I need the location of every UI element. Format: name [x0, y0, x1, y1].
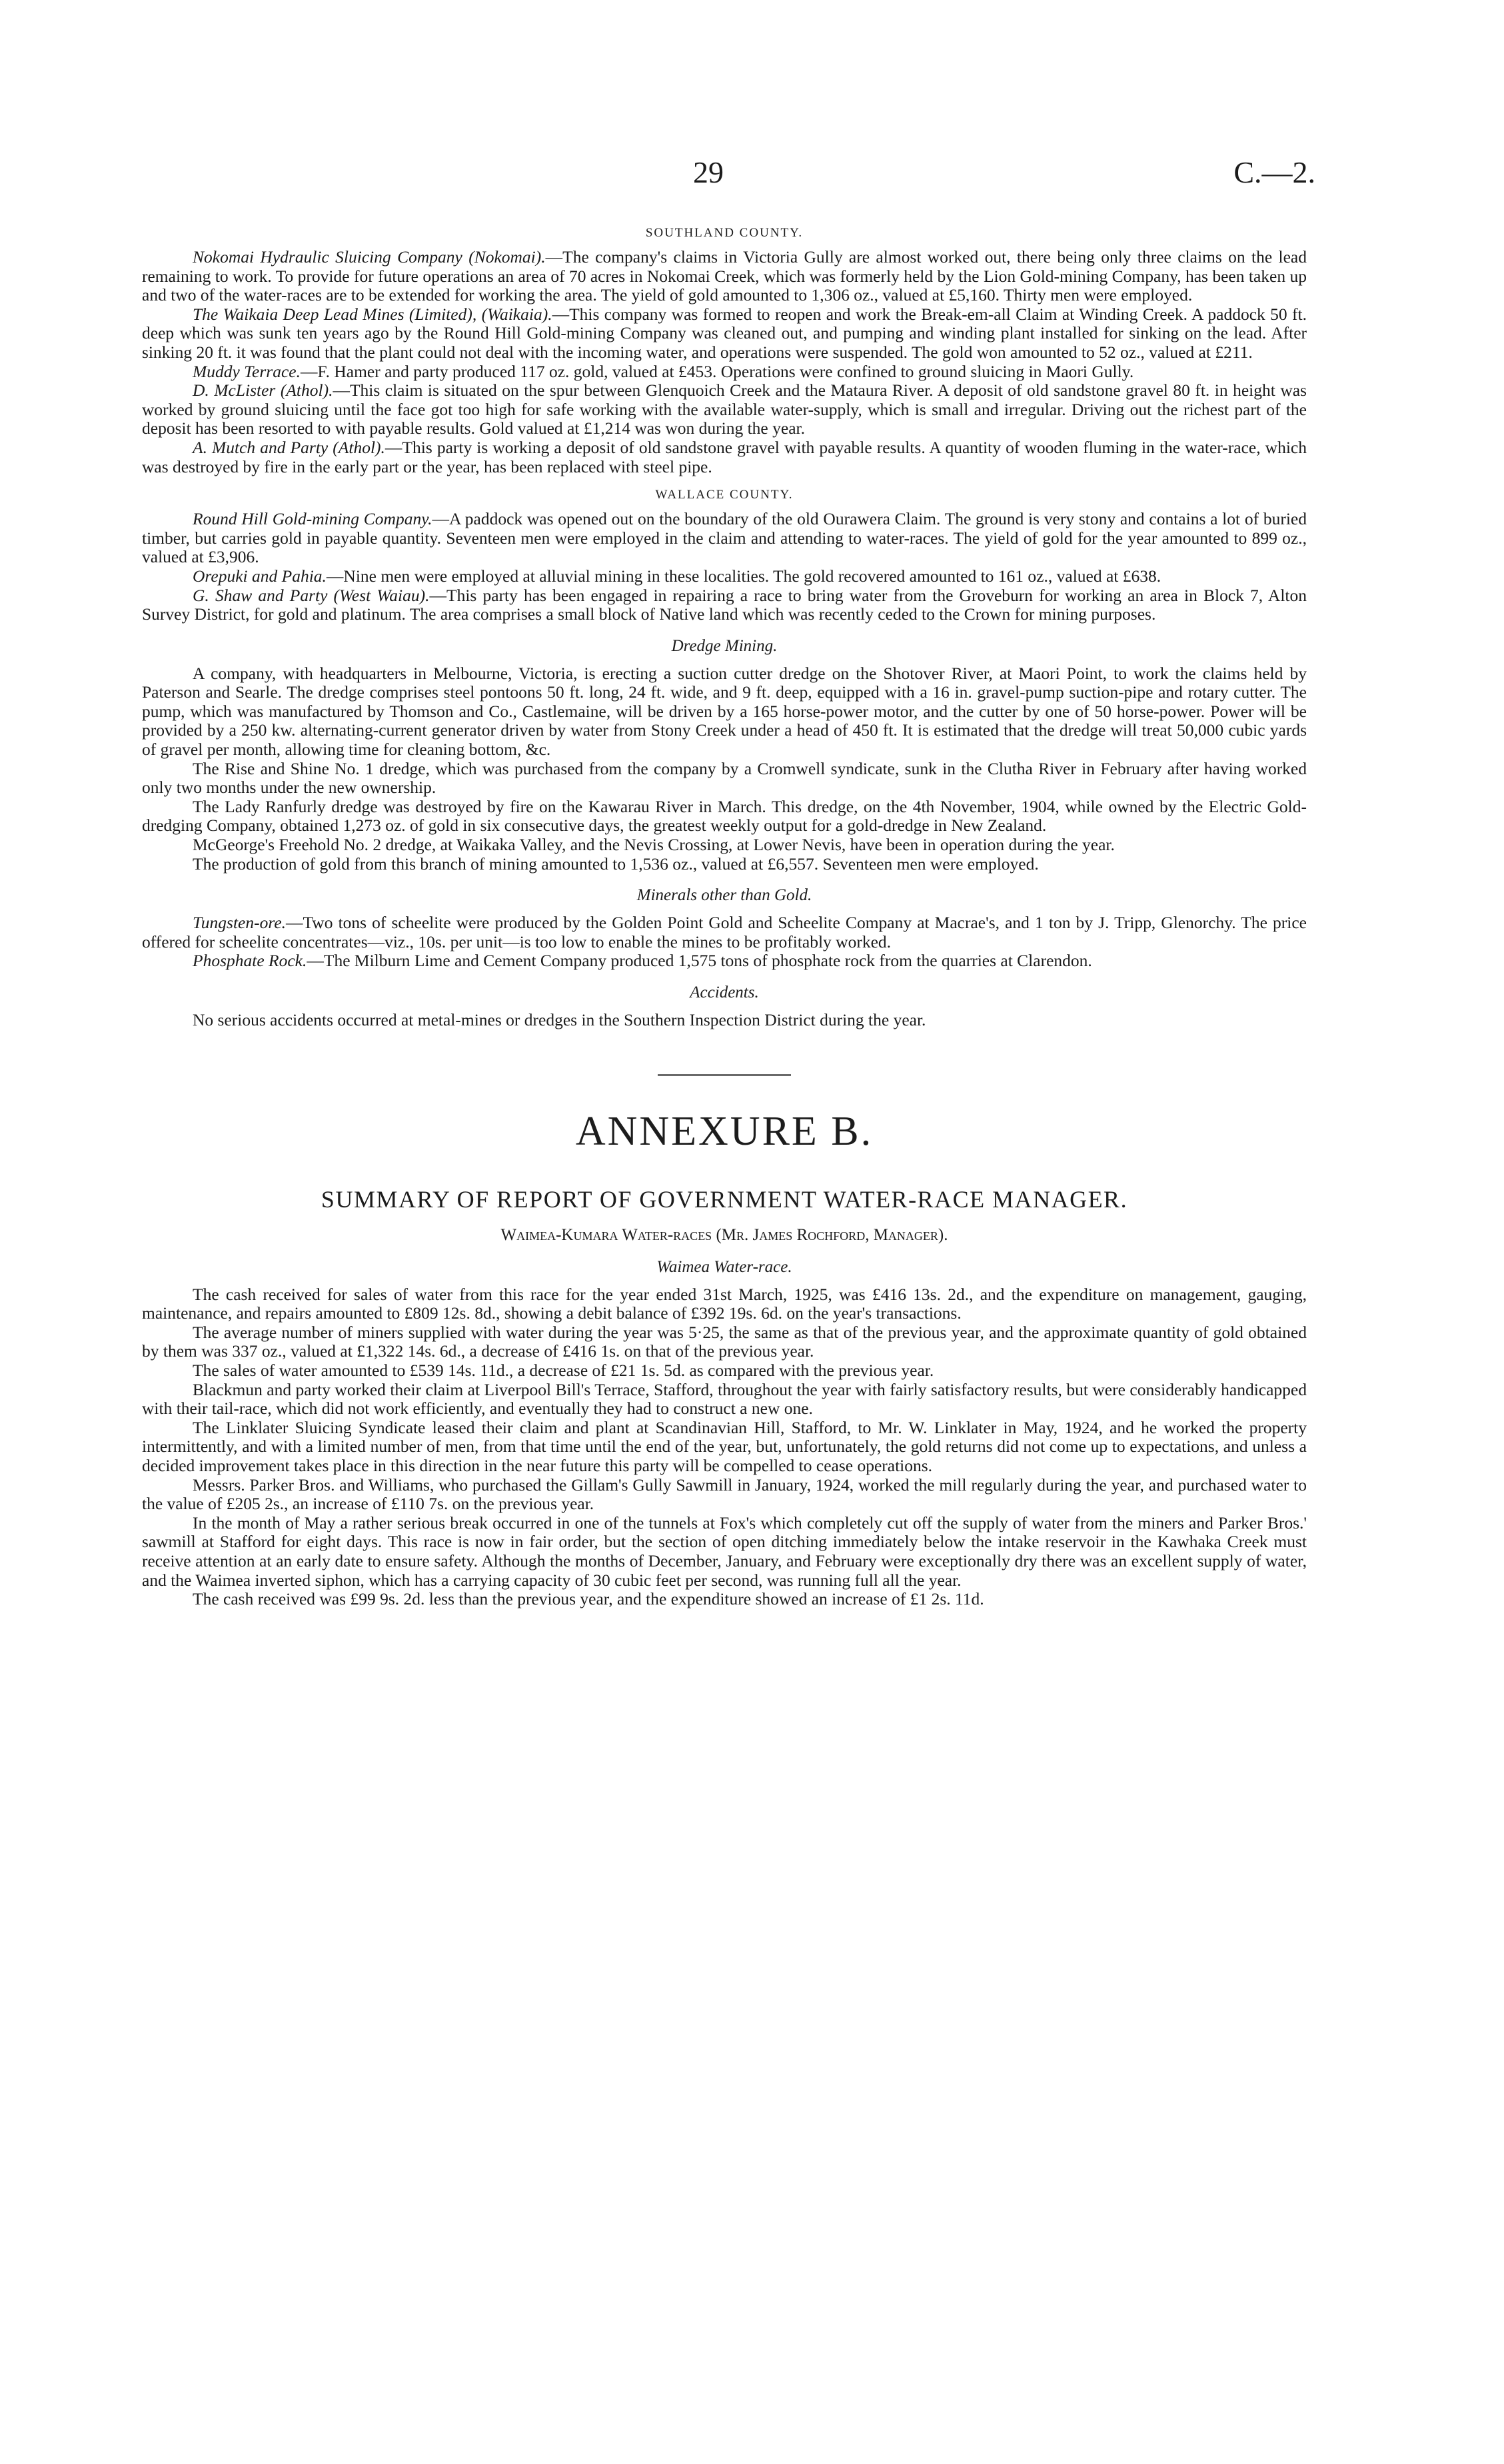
wallace-county-heading: WALLACE COUNTY.: [655, 488, 794, 502]
annexure-paragraph: The average number of miners supplied with water during the year was 5·25, the same as that of the previous year, and the approximate quantity of gold obtained by them was 337 oz., valued at £1,322 14s. 6d., a decrease of £416 1s. on that of the previous year.: [142, 1322, 1307, 1361]
page-body: [142, 225, 1307, 1609]
paragraph-text: —The Milburn Lime and Cement Company produced 1,575 tons of phosphate rock from the quarries at Clarendon.: [307, 951, 1092, 971]
paragraph-text: —This company was formed to reopen and work the Break-em-all Claim at Winding Creek. A paddock 50 ft. deep which was sunk ten years ago by the Round Hill Gold-mining Company was cleaned out, and pumping and winding plant installed for sinking on the lead. After sinking 20 ft. it was found that the plant could not deal with the incoming water, and operations were suspended. The gold won amounted to 52 oz., valued at £211.: [142, 304, 1307, 362]
southland-paragraph: [142, 362, 1307, 382]
southland-paragraph: [142, 381, 1307, 438]
southland-paragraph: [142, 248, 1307, 305]
paragraph-lead: Muddy Terrace.: [193, 361, 301, 381]
paragraph-lead: D. McLister (Athol).: [193, 380, 333, 400]
paragraph-lead: Phosphate Rock.: [193, 951, 307, 971]
waimea-water-race-heading: Waimea Water-race.: [656, 1257, 792, 1276]
paragraph-text: —This party has been engaged in repairing a race to bring water from the Groveburn for working an area in Block 7, Alton Survey District, for gold and platinum. The area comprises a small block of Native land which was recently ceded to the Crown for mining purposes.: [142, 585, 1307, 624]
paragraph-text: —Two tons of scheelite were produced by the Golden Point Gold and Scheelite Company at Macrae's, and 1 ton by J. Tripp, Glenorchy. The price offered for scheelite concentrates—viz., 10s. per unit—is too low to enable the mines to be profitably worked.: [142, 913, 1307, 951]
minerals-paragraph: [142, 951, 1307, 971]
paragraph-text: —This party is working a deposit of old sandstone gravel with payable results. A quantity of wooden fluming in the water-race, which was destroyed by fire in the early part or the year, has been replaced with steel pipe.: [142, 437, 1307, 476]
annexure-paragraph: The Linklater Sluicing Syndicate leased their claim and plant at Scandinavian Hill, Stafford, to Mr. W. Linklater in May, 1924, and he worked the property intermittently, and with a limited number of men, from that time until the end of the year, but, unfortunately, the gold returns did not come up to expectations, and unless a decided improvement takes place in this direction in the near future this party will be compelled to cease operations.: [142, 1417, 1307, 1475]
paragraph-text: —Nine men were employed at alluvial mining in these localities. The gold recovered amounted to 161 oz., valued at £638.: [326, 566, 1161, 586]
paragraph-lead: Orepuki and Pahia.: [193, 566, 327, 586]
paragraph-text: —F. Hamer and party produced 117 oz. gold, valued at £453. Operations were confined to ground sluicing in Maori Gully.: [300, 361, 1134, 381]
annexure-paragraph: The cash received for sales of water from this race for the year ended 31st March, 1925, was £416 13s. 2d., and the expenditure on management, gauging, maintenance, and repairs amounted to £809 12s. 8d., showing a debit balance of £392 19s. 6d. on the year's transactions.: [142, 1284, 1307, 1323]
paragraph-text: —A paddock was opened out on the boundary of the old Ourawera Claim. The ground is very stony and contains a lot of buried timber, but carries gold in payable quantity. Seventeen men were employed in the claim and attending to water-races. The yield of gold for the year amounted to 899 oz., valued at £3,906.: [142, 509, 1307, 567]
page-header: [0, 155, 1504, 201]
section-divider: [658, 1074, 791, 1076]
annexure-paragraph: The sales of water amounted to £539 14s. 11d., a decrease of £21 1s. 5d. as compared with the previous year.: [193, 1360, 934, 1380]
accidents-heading: Accidents.: [690, 983, 759, 1001]
paragraph-lead: A. Mutch and Party (Athol).: [193, 437, 385, 457]
annexure-paragraph: Blackmun and party worked their claim at Liverpool Bill's Terrace, Stafford, throughout the year with fairly satisfactory results, but were considerably handicapped with their tail-race, which did not work efficiently, and eventually they had to construct a new one.: [142, 1379, 1307, 1419]
southland-paragraph: [142, 438, 1307, 476]
document-reference: C.—2.: [1233, 155, 1315, 189]
paragraph-lead: Tungsten-ore.: [193, 913, 287, 933]
dredge-paragraph: The production of gold from this branch of mining amounted to 1,536 oz., valued at £6,557. Seventeen men were employed.: [193, 854, 1039, 874]
southland-paragraph: [142, 305, 1307, 362]
dredge-paragraph: The Rise and Shine No. 1 dredge, which was purchased from the company by a Cromwell syndicate, sunk in the Clutha River in February after having worked only two months under the new ownership.: [142, 758, 1307, 798]
accidents-paragraph: No serious accidents occurred at metal-mines or dredges in the Southern Inspection District during the year.: [193, 1010, 926, 1029]
southland-county-heading: SOUTHLAND COUNTY.: [645, 226, 804, 240]
paragraph-lead: The Waikaia Deep Lead Mines (Limited), (Waikaia).: [193, 304, 552, 324]
wallace-paragraph: [142, 510, 1307, 567]
paragraph-lead: G. Shaw and Party (West Waiau).: [193, 585, 430, 605]
paragraph-text: —This claim is situated on the spur between Glenquoich Creek and the Mataura River. A deposit of old sandstone gravel 80 ft. in height was worked by ground sluicing until the face got too high for safe working with the available water-supply, which is small and irregular. Driving out the richest part of the deposit has been resorted to with payable results. Gold valued at £1,214 was won during the year.: [142, 380, 1307, 438]
page-number: 29: [693, 155, 724, 189]
dredge-mining-heading: Dredge Mining.: [671, 636, 778, 655]
annexure-title: ANNEXURE B.: [575, 1108, 874, 1154]
wallace-paragraph: [142, 586, 1307, 624]
minerals-heading: Minerals other than Gold.: [636, 886, 812, 905]
dredge-paragraph: The Lady Ranfurly dredge was destroyed by fire on the Kawarau River in March. This dredge, on the 4th November, 1904, while owned by the Electric Gold-dredging Company, obtained 1,273 oz. of gold in six consecutive days, the greatest weekly output for a gold-dredge in New Zealand.: [142, 796, 1307, 836]
annexure-paragraph: The cash received was £99 9s. 2d. less than the previous year, and the expenditure showed an increase of £1 2s. 11d.: [193, 1589, 984, 1609]
annexure-paragraph: Messrs. Parker Bros. and Williams, who purchased the Gillam's Gully Sawmill in January, 1924, worked the mill regularly during the year, and purchased water to the value of £205 2s., an increase of £110 7s. on the previous year.: [142, 1475, 1307, 1514]
dredge-paragraph: A company, with headquarters in Melbourne, Victoria, is erecting a suction cutter dredge on the Shotover River, at Maori Point, to work the claims held by Paterson and Searle. The dredge comprises steel pontoons 50 ft. long, 24 ft. wide, and 9 ft. deep, equipped with a 16 in. gravel-pump suction-pipe and rotary cutter. The pump, which was manufactured by Thomson and Co., Castlemaine, will be driven by a 165 horse-power motor, and the cutter by one of 50 horse-power. Power will be provided by a 250 kw. alternating-current generator driven by water from Stony Creek under a head of 450 ft. It is estimated that the dredge will treat 50,000 cubic yards of gravel per month, allowing time for cleaning bottom, &c.: [142, 663, 1307, 760]
wallace-paragraph: [142, 567, 1307, 586]
minerals-paragraph: [142, 914, 1307, 951]
paragraph-lead: Round Hill Gold-mining Company.: [193, 509, 432, 529]
paragraph-text: —The company's claims in Victoria Gully are almost worked out, there being only three claims on the lead remaining to work. To provide for future operations an area of 70 acres in Nokomai Creek, which was formerly held by the Lion Gold-mining Company, has been taken up and two of the water-races are to be extended for working the area. The yield of gold amounted to 1,306 oz., valued at £5,160. Thirty men were employed.: [142, 247, 1307, 305]
summary-title: SUMMARY OF REPORT OF GOVERNMENT WATER-RACE MANAGER.: [321, 1185, 1128, 1213]
paragraph-lead: Nokomai Hydraulic Sluicing Company (Nokomai).: [193, 247, 546, 267]
annexure-paragraph: In the month of May a rather serious break occurred in one of the tunnels at Fox's which completely cut off the supply of water from the miners and Parker Bros.' sawmill at Stafford for eight days. This race is now in fair order, but the section of open ditching immediately below the intake reservoir in the Kawhaka Creek must receive attention at an early date to ensure safety. Although the months of December, January, and February were exceptionally dry there was an excellent supply of water, and the Waimea inverted siphon, which has a carrying capacity of 30 cubic feet per second, was running full all the year.: [142, 1513, 1307, 1590]
dredge-paragraph: McGeorge's Freehold No. 2 dredge, at Waikaka Valley, and the Nevis Crossing, at Lower Nevis, have been in operation during the year.: [193, 835, 1115, 855]
water-races-subtitle: Waimea-Kumara Water-races (Mr. James Rochford, Manager).: [500, 1225, 948, 1244]
